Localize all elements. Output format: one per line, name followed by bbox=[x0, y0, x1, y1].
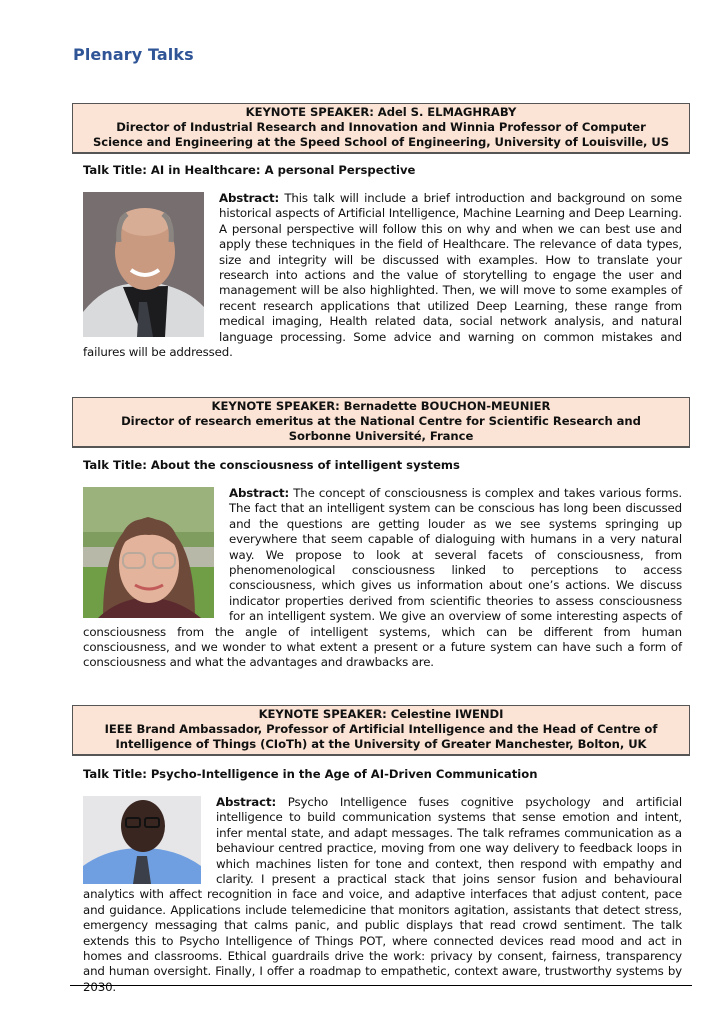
speaker-affiliation-line: Intelligence of Things (CIoTh) at the University of Greater Manchester, Bolton, UK bbox=[115, 737, 647, 752]
speaker-affiliation-line: Director of Industrial Research and Innovation and Winnia Professor of Computer bbox=[116, 120, 646, 135]
talk-abstract-section bbox=[83, 795, 682, 995]
speaker-photo bbox=[83, 487, 214, 618]
page-title: Plenary Talks bbox=[73, 45, 194, 64]
speaker-photo bbox=[83, 192, 204, 337]
abstract-text: The concept of consciousness is complex and takes various forms. The fact that an intelligent system can be conscious has long been discussed and the questions are getting louder as we see systems springing up everywhere that seem capable of dialoguing with humans in a very natural way. We propose to look at several facets of consciousness, from phenomenological consciousness linked to perceptions to access consciousness, which gives us information about one’s actions. We discuss indicator properties derived from scientific theories to assess consciousness for an intelligent system. We give an overview of some interesting aspects of consciousness from the angle of intelligent systems, which can be different from human consciousness, and we wonder to what extent a present or a future system can have such a form of consciousness and what the advantages and drawbacks are. bbox=[83, 486, 682, 670]
abstract-label: Abstract: bbox=[229, 486, 290, 500]
talk-title: Talk Title: AI in Healthcare: A personal Perspective bbox=[83, 163, 416, 177]
keynote-speaker-line: KEYNOTE SPEAKER: Bernadette BOUCHON-MEUNIER bbox=[211, 399, 551, 413]
bottom-rule-divider bbox=[70, 985, 692, 986]
keynote-box-elmaghraby bbox=[72, 103, 690, 154]
talk-abstract-section bbox=[83, 191, 682, 360]
talk-title: Talk Title: About the consciousness of intelligent systems bbox=[83, 458, 460, 472]
talk-abstract-section bbox=[83, 486, 682, 671]
speaker-affiliation-line: Sorbonne Université, France bbox=[288, 429, 474, 444]
keynote-speaker-line: KEYNOTE SPEAKER: Adel S. ELMAGHRABY bbox=[245, 105, 517, 119]
speaker-affiliation-line: Director of research emeritus at the National Centre for Scientific Research and bbox=[121, 414, 641, 429]
keynote-box-bouchon-meunier bbox=[72, 397, 690, 448]
talk-title: Talk Title: Psycho-Intelligence in the Age of AI-Driven Communication bbox=[83, 767, 538, 781]
speaker-affiliation-line: IEEE Brand Ambassador, Professor of Artificial Intelligence and the Head of Centre of bbox=[104, 722, 658, 737]
abstract-text: Psycho Intelligence fuses cognitive psychology and artificial intelligence to build communication systems that sense emotion and intent, infer mental state, and adapt messages. The talk reframes communication as a behaviour centred practice, moving from one way delivery to feedback loops in which machines listen for tone and context, then respond with empathy and clarity. I present a practical stack that joins sensor fusion and behavioural analytics with affect recognition in face and voice, and adaptive interfaces that adjust content, pace and guidance. Applications include telemedicine that monitors agitation, assistants that detect stress, emergency messaging that calms panic, and public displays that read crowd sentiment. The talk extends this to Psycho Intelligence of Things POT, where connected devices read mood and act in homes and classrooms. Ethical guardrails drive the work: privacy by consent, fairness, transparency and human oversight. Finally, I offer a roadmap to empathetic, context aware, trustworthy systems by 2030. bbox=[83, 795, 682, 994]
keynote-box-iwendi bbox=[72, 705, 690, 756]
abstract-label: Abstract: bbox=[216, 795, 277, 809]
speaker-affiliation-line: Science and Engineering at the Speed School of Engineering, University of Louisville, US bbox=[92, 135, 670, 150]
speaker-photo bbox=[83, 796, 201, 884]
abstract-text: This talk will include a brief introduction and background on some historical aspects of Artificial Intelligence, Machine Learning and Deep Learning. A personal perspective will follow this on why and when we can best use and apply these techniques in the field of Healthcare. The relevance of data types, size and integrity will be discussed with examples. How to translate your research into actions and the value of storytelling to engage the user and management will be also highlighted. Then, we will move to some examples of recent research applications that utilized Deep Learning, these range from medical imaging, Health related data, social network analysis, and natural language processing. Some advice and warning on common mistakes and failures will be addressed. bbox=[83, 191, 682, 360]
keynote-speaker-line: KEYNOTE SPEAKER: Celestine IWENDI bbox=[258, 707, 504, 721]
abstract-label: Abstract: bbox=[219, 191, 280, 205]
